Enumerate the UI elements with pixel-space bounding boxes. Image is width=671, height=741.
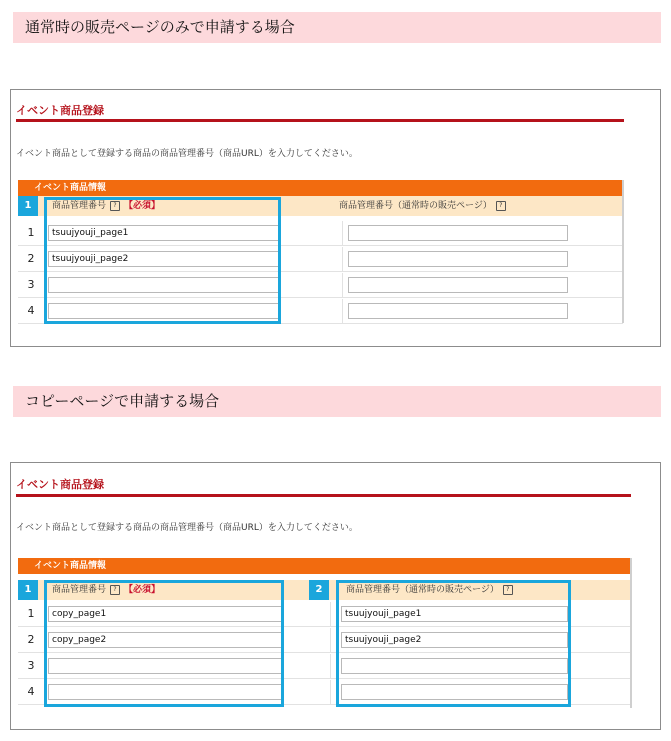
product-id-input[interactable]: [48, 684, 283, 700]
scroll-edge: [622, 180, 624, 323]
section1-panel: [10, 89, 661, 347]
section1-panel-title: イベント商品登録: [16, 104, 104, 117]
section1-required-badge: 【必須】: [124, 201, 161, 211]
help-icon[interactable]: ?: [503, 585, 513, 595]
table-row: [18, 680, 631, 705]
normal-page-id-input[interactable]: [348, 251, 568, 267]
section2-col2-label: 商品管理番号（通常時の販売ページ）: [346, 585, 499, 595]
section1-col2-header: [339, 196, 506, 216]
section2-description: イベント商品として登録する商品の商品管理番号（商品URL）を入力してください。: [16, 523, 358, 533]
table-row: [18, 602, 631, 627]
row-index: 2: [27, 633, 35, 646]
column-divider: [342, 221, 343, 245]
row-index: 1: [27, 607, 35, 620]
row-index: 4: [27, 304, 35, 317]
row-index: 1: [27, 226, 35, 239]
column-divider: [342, 273, 343, 297]
section2-col1-label: 商品管理番号: [52, 585, 107, 595]
product-id-input[interactable]: [48, 303, 280, 319]
product-id-input[interactable]: copy_page1: [48, 606, 283, 622]
section1-col1-header: [52, 196, 160, 216]
section2-banner-text: コピーページで申請する場合: [25, 392, 220, 410]
column-divider: [330, 628, 331, 652]
column-divider: [342, 299, 343, 323]
column-divider: [330, 680, 331, 704]
table-row: [18, 654, 631, 679]
section1-title-rule: [16, 119, 624, 122]
product-id-input[interactable]: [48, 658, 283, 674]
scroll-edge: [630, 558, 632, 708]
section1-col1-label: 商品管理番号: [52, 201, 107, 211]
section2-panel: [10, 462, 661, 730]
product-id-input[interactable]: tsuujyouji_page2: [48, 251, 280, 267]
row-index: 2: [27, 252, 35, 265]
table-row: [18, 628, 631, 653]
normal-page-id-input[interactable]: [341, 684, 568, 700]
table-row: [18, 299, 623, 324]
normal-page-id-input[interactable]: [348, 277, 568, 293]
help-icon[interactable]: ?: [110, 585, 120, 595]
product-id-input[interactable]: copy_page2: [48, 632, 283, 648]
section1-description: イベント商品として登録する商品の商品管理番号（商品URL）を入力してください。: [16, 149, 358, 159]
row-index: 4: [27, 685, 35, 698]
section2-col1-number: 1: [18, 580, 38, 600]
section1-col1-number: 1: [18, 196, 38, 216]
section2-col2-header: [346, 580, 513, 600]
section1-banner: [13, 12, 661, 43]
row-index: 3: [27, 278, 35, 291]
section2-info-header: イベント商品情報: [18, 558, 631, 574]
table-row: [18, 273, 623, 298]
normal-page-id-input[interactable]: tsuujyouji_page1: [341, 606, 568, 622]
table-row: [18, 221, 623, 246]
product-id-input[interactable]: tsuujyouji_page1: [48, 225, 280, 241]
help-icon[interactable]: ?: [496, 201, 506, 211]
section2-panel-title: イベント商品登録: [16, 478, 104, 491]
table-row: [18, 247, 623, 272]
section2-column-header: [18, 580, 631, 600]
product-id-input[interactable]: [48, 277, 280, 293]
section2-banner: [13, 386, 661, 417]
section1-info-header: イベント商品情報: [18, 180, 623, 196]
column-divider: [330, 654, 331, 678]
normal-page-id-input[interactable]: [348, 303, 568, 319]
section1-column-header: [18, 196, 623, 216]
section2-title-rule: [16, 494, 631, 497]
section2-required-badge: 【必須】: [124, 585, 161, 595]
help-icon[interactable]: ?: [110, 201, 120, 211]
column-divider: [342, 247, 343, 271]
column-divider: [330, 602, 331, 626]
normal-page-id-input[interactable]: [341, 658, 568, 674]
section1-banner-text: 通常時の販売ページのみで申請する場合: [25, 18, 295, 36]
section2-col1-header: [52, 580, 160, 600]
normal-page-id-input[interactable]: tsuujyouji_page2: [341, 632, 568, 648]
row-index: 3: [27, 659, 35, 672]
normal-page-id-input[interactable]: [348, 225, 568, 241]
section1-col2-label: 商品管理番号（通常時の販売ページ）: [339, 201, 492, 211]
section2-col2-number: 2: [309, 580, 329, 600]
